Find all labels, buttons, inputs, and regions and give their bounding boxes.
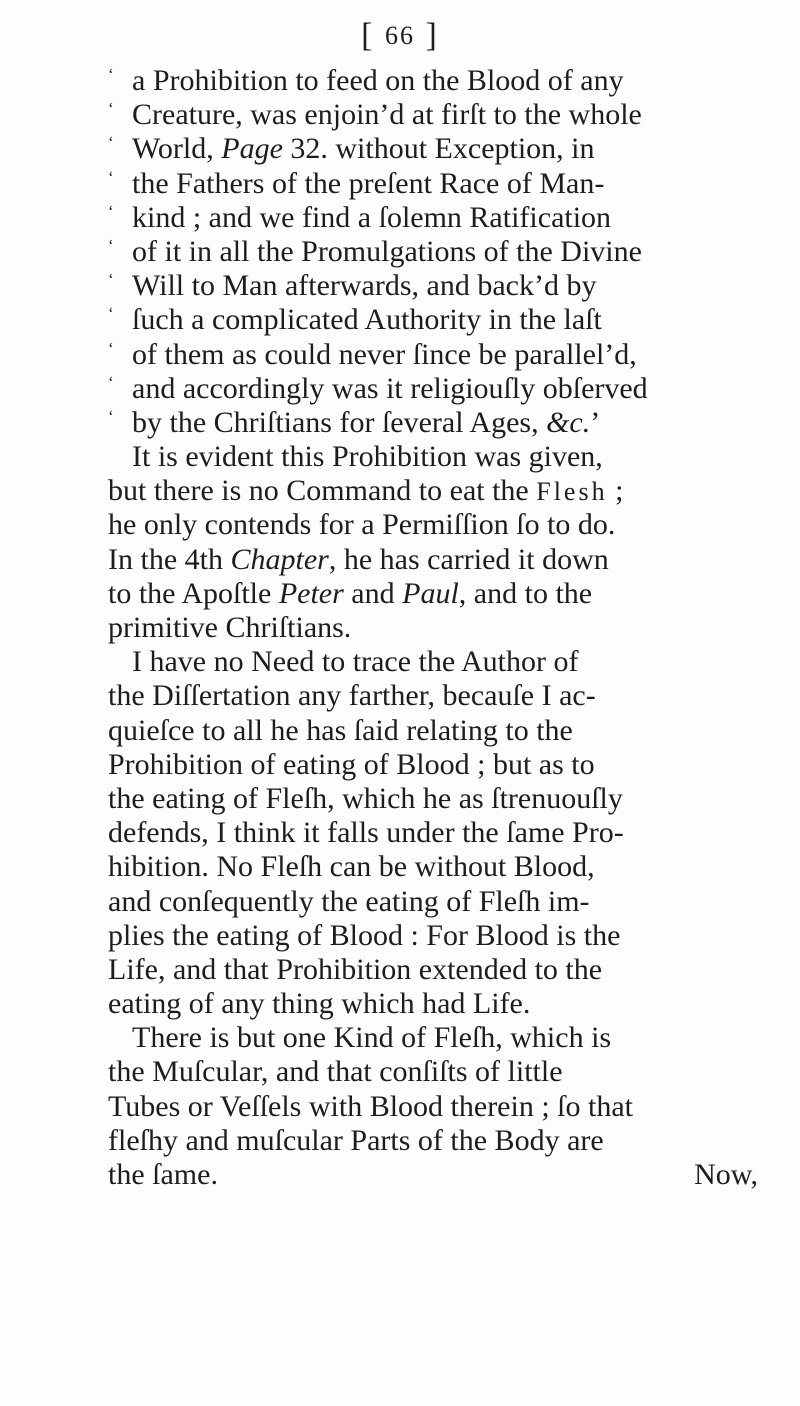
paragraph-line: eating of any thing which had Life. [108,987,531,1021]
italic-word: Chapter [230,542,329,576]
paragraph-line: I have no Need to trace the Author of [132,645,579,679]
quoted-line: ‘ a Prohibition to feed on the Blood of any [108,64,768,98]
paragraph-line: In the 4th Chapter, he has carried it down [108,542,609,576]
italic-name: Peter [278,576,344,610]
quoted-line: ‘ ſuch a complicated Authority in the laſt [108,303,768,337]
quote-mark: ‘ [108,338,114,358]
paragraph-line: and conſequently the eating of Fleſh im- [108,884,590,918]
paragraph-line: he only contends for a Permiſſion ſo to do. [108,508,616,542]
italic-etc: &c. [546,405,591,439]
paragraph-line: Prohibition of eating of Blood ; but as to [108,747,595,781]
paragraph-line: It is evident this Prohibition was given, [132,440,603,474]
paragraph-line: the eating of Fleſh, which he as ſtrenuouſly [108,781,623,815]
italic-reference: Page [221,132,283,166]
quoted-line: ‘ Creature, was enjoin’d at firſt to the whole [108,98,768,132]
paragraph-line: the Muſcular, and that conſiſts of little [108,1055,563,1089]
page-number: 66 [385,21,415,50]
quoted-line: ‘ of them as could never ſince be parallel’d, [108,338,768,372]
paragraph-line: Tubes or Veſſels with Blood therein ; ſo that [108,1089,633,1123]
paragraph-line: hibition. No Fleſh can be without Blood, [108,850,595,884]
quoted-line: ‘ of it in all the Promulgations of the Divine [108,235,768,269]
catchword: Now, [694,1158,758,1191]
paragraph-line: to the Apoſtle Peter and Paul, and to the [108,576,593,610]
italic-name: Paul [402,576,459,610]
quote-mark: ‘ [108,65,114,84]
paragraph-line: quieſce to all he has ſaid relating to the [108,713,573,747]
quoted-line: ‘ by the Chriſtians for ſeveral Ages, &c.’ [108,406,768,440]
quote-mark: ‘ [108,99,114,119]
paragraph-line: but there is no Command to eat the Flesh ; [108,474,624,508]
quoted-line: ‘ kind ; and we find a ſolemn Ratification [108,201,768,235]
quote-mark: ‘ [108,270,114,290]
paragraph-line: Life, and that Prohibition extended to the [108,952,603,986]
body-text [108,64,768,1192]
quote-mark: ‘ [108,406,114,426]
page-header [0,14,800,58]
small-caps-word: Flesh [536,477,608,507]
quote-mark: ‘ [108,304,114,324]
paragraph-line: There is but one Kind of Fleſh, which is [132,1021,612,1055]
quote-mark: ‘ [108,201,114,221]
quote-mark: ‘ [108,133,114,153]
paragraph-line: plies the eating of Blood : For Blood is the [108,918,621,952]
paragraph-line: fleſhy and muſcular Parts of the Body are [108,1123,604,1157]
quote-mark: ‘ [108,235,114,255]
quoted-line: ‘ Will to Man afterwards, and back’d by [108,269,768,303]
quote-mark: ‘ [108,167,114,187]
quoted-line: ‘ the Fathers of the preſent Race of Man- [108,167,768,201]
paragraph-line: primitive Chriſtians. [108,611,352,644]
open-bracket: [ [361,17,375,54]
close-bracket: ] [425,17,439,54]
quoted-line: ‘ and accordingly was it religiouſly obſerved [108,372,768,406]
quote-mark: ‘ [108,372,114,392]
paragraph-line: the Diſſertation any farther, becauſe I ac- [108,679,596,713]
paragraph-line: the ſame. Now, [108,1158,758,1191]
paragraph-line: defends, I think it falls under the ſame Pro- [108,816,624,850]
quoted-line: ‘ World, Page 32. without Exception, in [108,132,768,166]
